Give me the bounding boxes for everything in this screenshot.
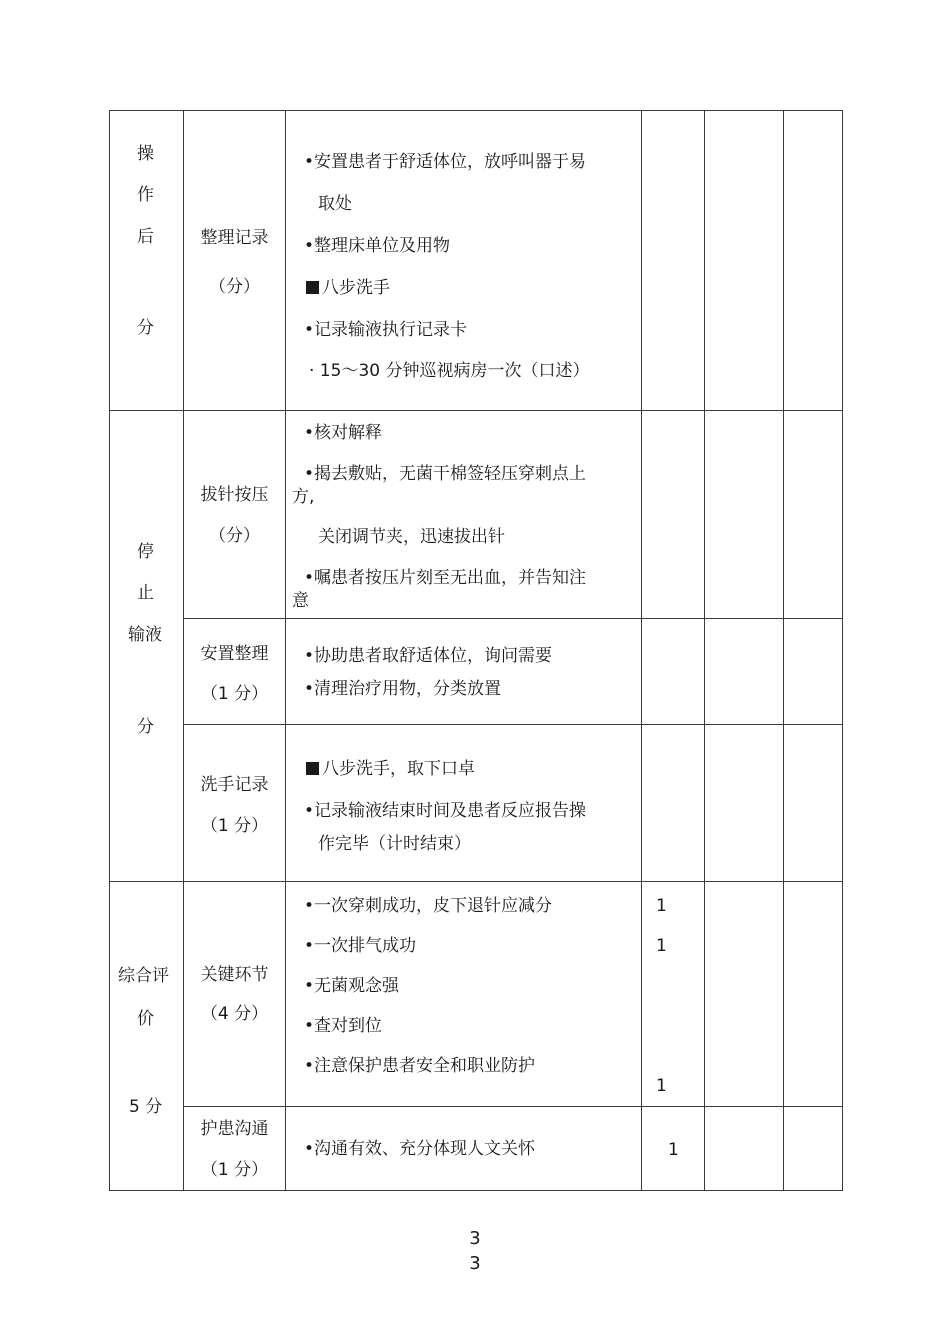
score-value: 1: [656, 936, 667, 956]
section-eval-line: 综合评: [118, 966, 169, 986]
criteria-line: · 15～30 分钟巡视病房一次（口述）: [309, 361, 590, 381]
criteria-line: •注意保护患者安全和职业防护: [304, 1056, 536, 1076]
criteria-line: 意: [292, 591, 309, 611]
section-stop-char: 止: [137, 583, 154, 603]
criteria-line: •查对到位: [304, 1016, 383, 1036]
item-score-key: （4 分）: [200, 1004, 269, 1024]
row-divider: [109, 881, 843, 882]
criteria-line: •沟通有效、充分体现人文关怀: [304, 1139, 536, 1159]
section-after-char: 作: [137, 185, 154, 205]
item-name-pull: 拔针按压: [200, 485, 269, 505]
item-name-key: 关键环节: [200, 965, 269, 985]
table-border-top: [109, 110, 843, 111]
item-score-tidy: （分）: [209, 277, 260, 297]
criteria-line: 八步洗手: [306, 277, 390, 299]
column-divider: [641, 110, 642, 1191]
score-value: 1: [656, 896, 667, 916]
criteria-line: 作完毕（计时结束）: [318, 834, 471, 854]
criteria-line: 关闭调节夹，迅速拔出针: [318, 527, 505, 547]
row-divider: [183, 618, 843, 619]
criteria-line: •安置患者于舒适体位，放呼叫器于易: [304, 152, 587, 172]
item-score-arrange: （1 分）: [200, 684, 269, 704]
row-divider: [183, 724, 843, 725]
criteria-line: •一次排气成功: [304, 936, 417, 956]
column-divider: [704, 110, 705, 1191]
item-name-arrange: 安置整理: [200, 644, 269, 664]
row-divider: [109, 410, 843, 411]
criteria-line: 方,: [292, 487, 315, 507]
criteria-line: 八步洗手，取下口卓: [306, 758, 475, 780]
page-number: 3: [469, 1228, 481, 1249]
table-border-right: [842, 110, 843, 1191]
filled-square-icon: [306, 762, 319, 775]
item-name-comm: 护患沟通: [200, 1119, 269, 1139]
column-divider: [285, 110, 286, 1191]
section-eval-line: 价: [137, 1009, 154, 1029]
table-border-bottom: [109, 1190, 843, 1191]
section-stop-char: 停: [137, 542, 154, 562]
section-after-char: 后: [137, 227, 154, 247]
criteria-line: •揭去敷贴，无菌干棉签轻压穿刺点上: [304, 464, 587, 484]
section-eval-score: 5 分: [129, 1097, 163, 1117]
criteria-line: •整理床单位及用物: [304, 236, 451, 256]
filled-square-icon: [306, 281, 319, 294]
criteria-line: •记录输液执行记录卡: [304, 320, 468, 340]
item-score-pull: （分）: [209, 526, 260, 546]
item-score-comm: （1 分）: [200, 1160, 269, 1180]
score-value: 1: [668, 1140, 679, 1160]
criteria-line: •记录输液结束时间及患者反应报告操: [304, 801, 587, 821]
item-score-wash: （1 分）: [200, 816, 269, 836]
scoring-table: [109, 110, 843, 1191]
column-divider: [783, 110, 784, 1191]
table-border-left: [109, 110, 110, 1191]
section-stop-char: 输液: [128, 625, 162, 645]
item-name-wash: 洗手记录: [200, 775, 269, 795]
criteria-line: 取处: [318, 194, 352, 214]
row-divider: [183, 1106, 843, 1107]
criteria-line: •清理治疗用物，分类放置: [304, 679, 502, 699]
criteria-line: •协助患者取舒适体位，询问需要: [304, 646, 553, 666]
section-stop-char: 分: [137, 717, 154, 737]
score-value: 1: [656, 1076, 667, 1096]
section-after-char: 操: [137, 144, 154, 164]
page-number: 3: [469, 1253, 481, 1274]
section-after-char: 分: [137, 318, 154, 338]
criteria-line: •无菌观念强: [304, 976, 400, 996]
criteria-line: •嘱患者按压片刻至无出血，并告知注: [304, 568, 587, 588]
criteria-line: •一次穿刺成功，皮下退针应减分: [304, 896, 553, 916]
item-name-tidy: 整理记录: [200, 228, 269, 248]
criteria-line: •核对解释: [304, 423, 383, 443]
